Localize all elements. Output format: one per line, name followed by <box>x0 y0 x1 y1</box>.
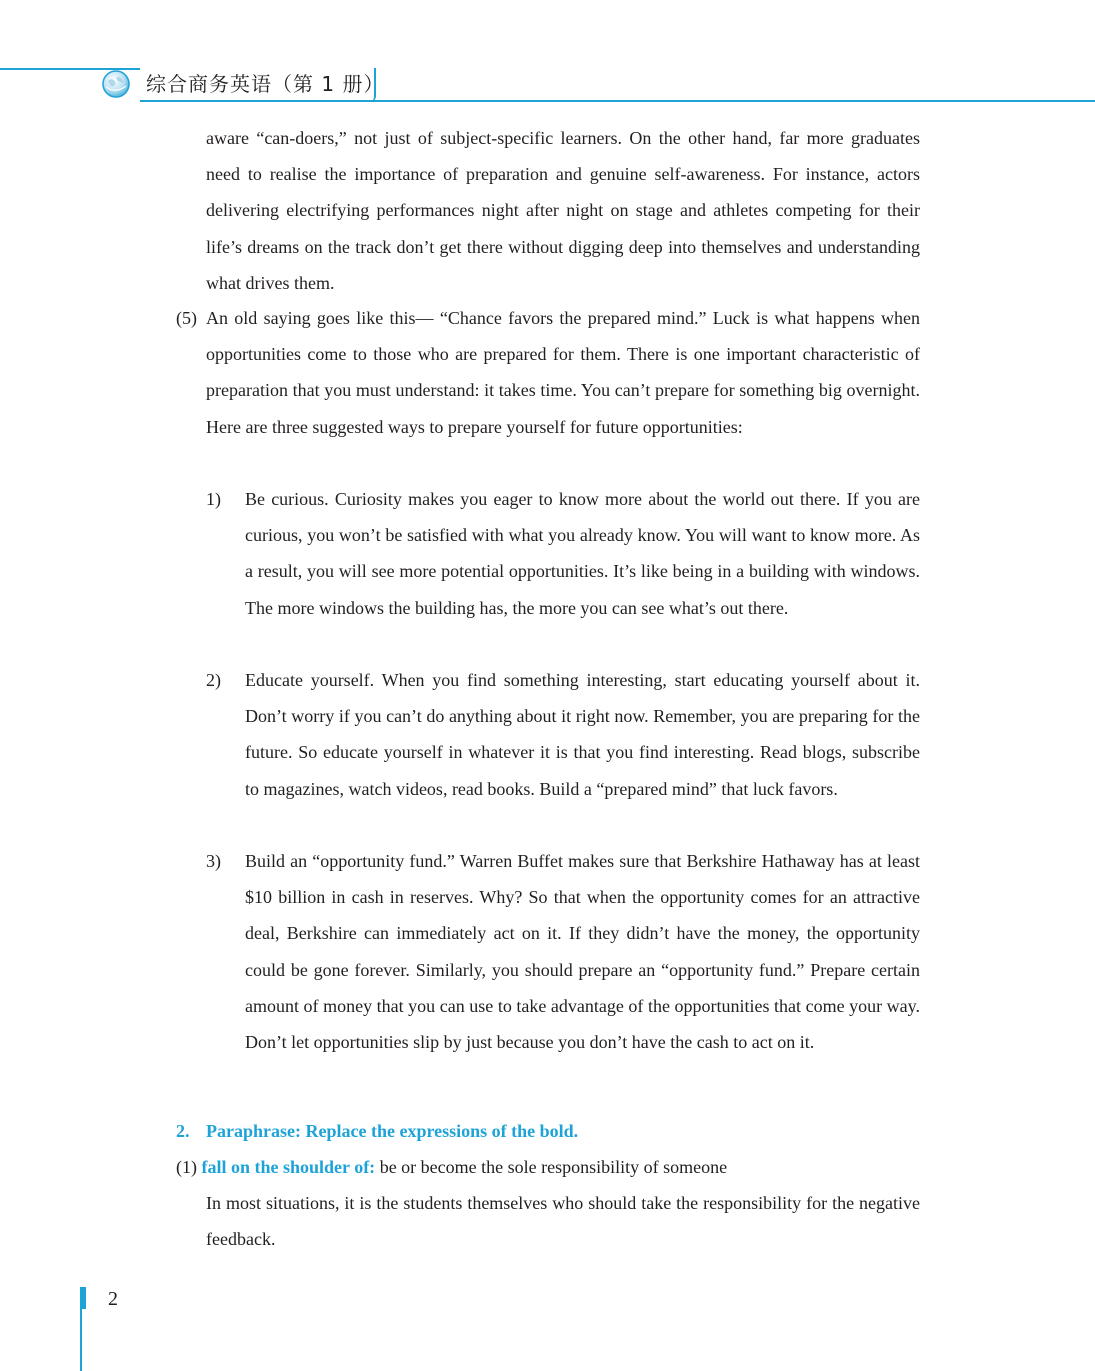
book-title: 综合商务英语（第 1 册） <box>146 72 385 96</box>
list-item-number: 3) <box>206 851 221 871</box>
list-item-text: Be curious. Curiosity makes you eager to know more about the world out there. If you are curious, you won’t be satisfied with what you already know. You will want to know more. As a result, you will see more potential opportunities. It’s like being in a building with windows. The more windows the building has, the more you can see what’s out there. <box>245 489 920 618</box>
list-item-text: Build an “opportunity fund.” Warren Buffet makes sure that Berkshire Hathaway has at least $10 billion in cash in reserves. Why? So that when the opportunity comes for an attractive deal, Berkshire can immediately act on it. If they didn’t have the money, the opportunity could be gone forever. Similarly, you should prepare an “opportunity fund.” Prepare certain amount of money that you can use to take advantage of the opportunities that come your way. Don’t let opportunities slip by just because you don’t have the cash to act on it. <box>245 851 920 1053</box>
exercise-item-definition: be or become the sole responsibility of someone <box>379 1157 728 1177</box>
page-marker-bar <box>80 1287 86 1309</box>
paragraph-5: An old saying goes like this— “Chance favors the prepared mind.” Luck is what happens when opportunities come to those who are prepared for them. There is one important characteristic of preparation that you must understand: it takes time. You can’t prepare for something big overnight. Here are three suggested ways to prepare yourself for future opportunities: <box>206 308 920 437</box>
exercise-number: 2. <box>176 1121 190 1141</box>
exercise-item-term: fall on the shoulder of: <box>201 1157 376 1177</box>
globe-icon <box>102 70 130 98</box>
header-rule-right <box>140 100 1095 102</box>
list-item-text: Educate yourself. When you find something interesting, start educating yourself about it. Don’t worry if you can’t do anything about it right now. Remember, you are preparing for the future. So educate yourself in whatever it is that you find interesting. Read blogs, subscribe to magazines, watch videos, read books. Build a “prepared mind” that luck favors. <box>245 670 920 799</box>
list-item-number: 1) <box>206 489 221 509</box>
exercise-title: Paraphrase: Replace the expressions of the bold. <box>206 1121 579 1141</box>
exercise-heading <box>176 1113 578 1149</box>
page-number: 2 <box>108 1288 118 1310</box>
paragraph-number: (5) <box>176 308 197 328</box>
list-item-number: 2) <box>206 670 221 690</box>
exercise-item <box>176 1149 727 1185</box>
exercise-item-number: (1) <box>176 1157 197 1177</box>
exercise-item-answer: In most situations, it is the students themselves who should take the responsibility for the negative feedback. <box>206 1193 920 1250</box>
paragraph-continuation: aware “can-doers,” not just of subject-specific learners. On the other hand, far more graduates need to realise the importance of preparation and genuine self-awareness. For instance, actors delivering electrifying performances night after night on stage and athletes competing for their life’s dreams on the track don’t get there without digging deep into themselves and understanding what drives them. <box>206 128 920 293</box>
page-marker-line <box>80 1309 82 1371</box>
